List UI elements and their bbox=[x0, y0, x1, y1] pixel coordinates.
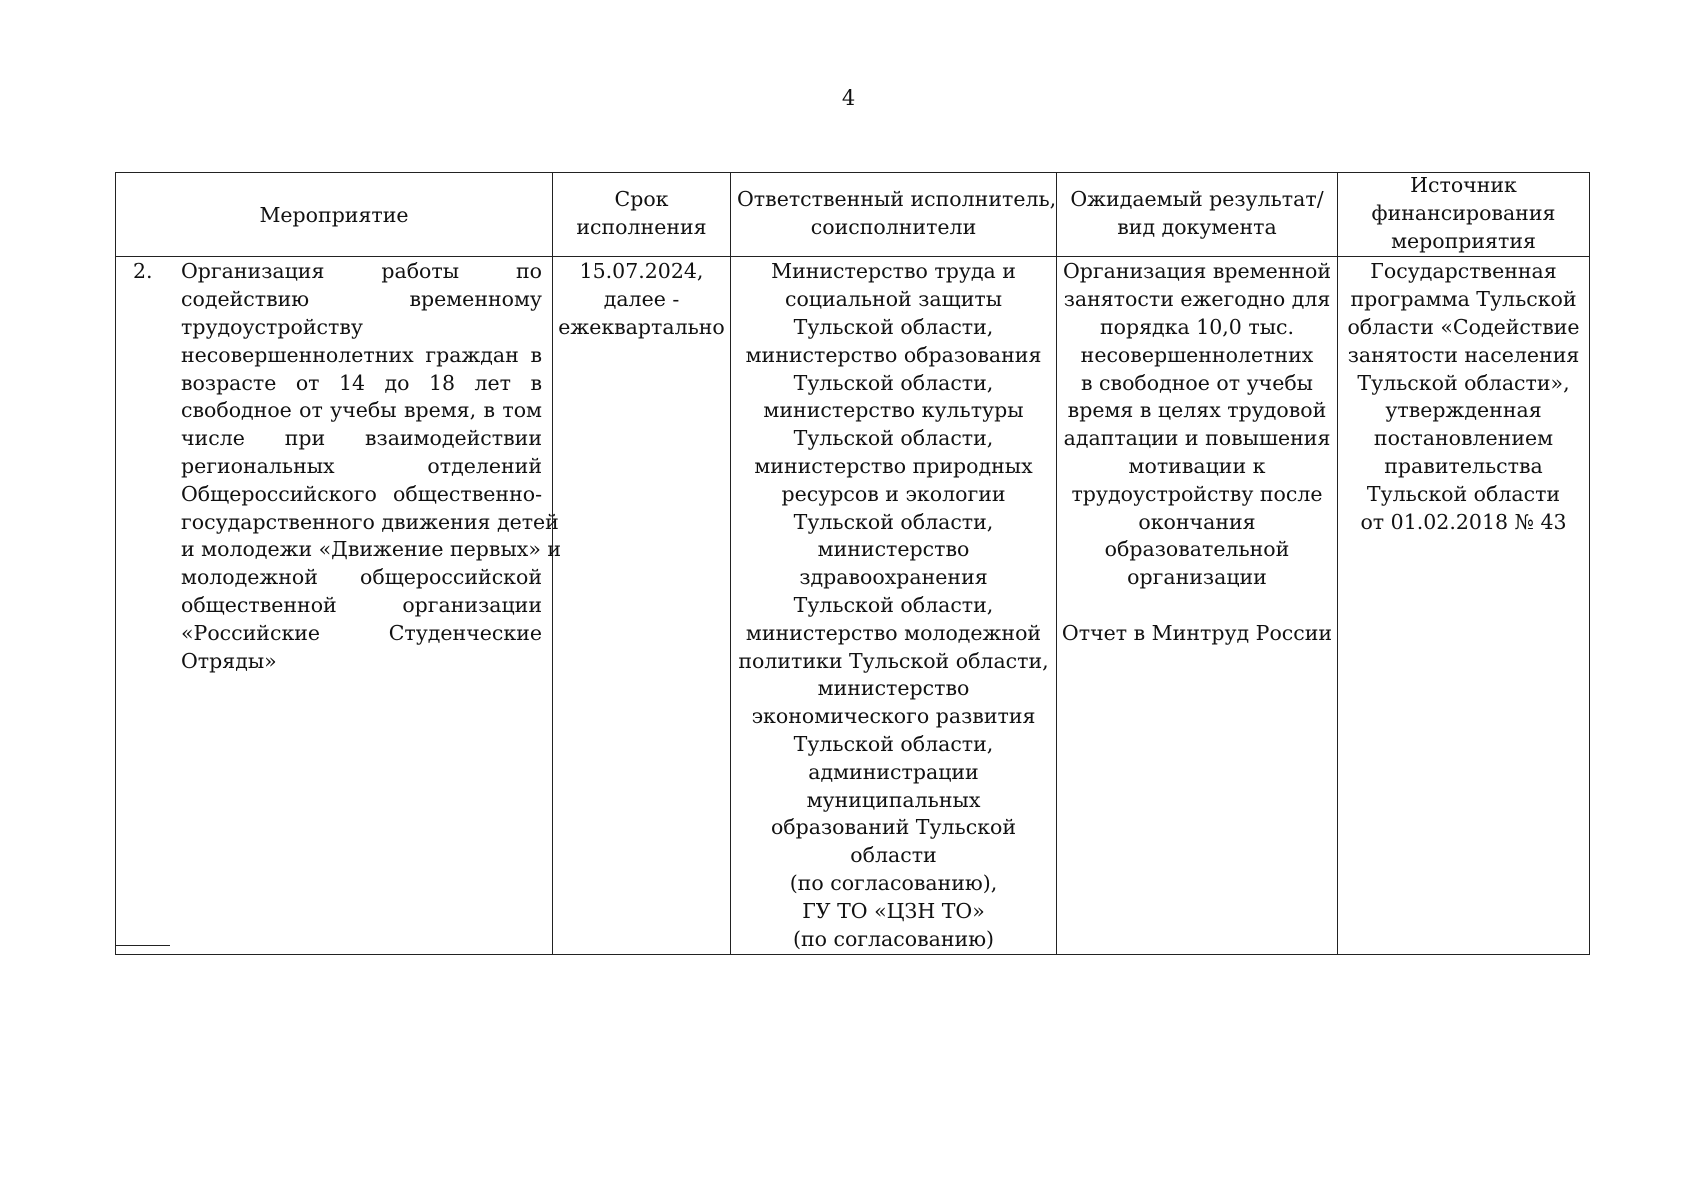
measures-table bbox=[115, 172, 1590, 955]
header-result-line: Ожидаемый результат/ bbox=[1070, 186, 1324, 211]
result-line: организации bbox=[1127, 565, 1267, 590]
event-line: возрасте от 14 до 18 лет в bbox=[181, 370, 542, 395]
header-result-line: вид документа bbox=[1117, 214, 1277, 239]
responsible-line: (по согласованию) bbox=[792, 926, 995, 951]
event-line: Организация работы по bbox=[181, 259, 542, 284]
event-line: Отряды» bbox=[181, 648, 277, 673]
source-line: области «Содействие bbox=[1347, 314, 1580, 339]
responsible-line: Тульской области, bbox=[793, 592, 994, 617]
result-blank-line bbox=[1057, 592, 1337, 620]
header-source-line: мероприятия bbox=[1391, 228, 1536, 253]
responsible-line: министерство природных bbox=[754, 453, 1033, 478]
header-term-line: исполнения bbox=[576, 214, 707, 239]
responsible-cell bbox=[731, 257, 1057, 955]
responsible-line: здравоохранения bbox=[799, 565, 988, 590]
responsible-line: муниципальных bbox=[806, 787, 981, 812]
header-event bbox=[116, 173, 553, 257]
responsible-line: социальной защиты bbox=[784, 287, 1003, 312]
responsible-line: министерство образования bbox=[745, 342, 1042, 367]
responsible-line: Тульской области, bbox=[793, 509, 994, 534]
header-responsible-line: Ответственный исполнитель, bbox=[737, 186, 1057, 211]
responsible-line: ресурсов и экологии bbox=[781, 481, 1006, 506]
responsible-line: образований Тульской bbox=[770, 815, 1017, 840]
source-line: Тульской области», bbox=[1357, 370, 1570, 395]
source-line: Тульской области bbox=[1366, 481, 1561, 506]
page-number: 4 bbox=[841, 86, 856, 110]
event-line: свободное от учебы время, в том bbox=[181, 398, 542, 423]
source-line: от 01.02.2018 № 43 bbox=[1360, 509, 1567, 534]
result-line: адаптации и повышения bbox=[1063, 426, 1331, 451]
result-line: образовательной bbox=[1104, 537, 1290, 562]
result-line: занятости ежегодно для bbox=[1063, 287, 1331, 312]
result-line: несовершеннолетних bbox=[1080, 342, 1314, 367]
term-line: ежеквартально bbox=[558, 314, 725, 339]
table-header-row bbox=[116, 173, 1590, 257]
responsible-line: Тульской области, bbox=[793, 731, 994, 756]
source-line: постановлением bbox=[1373, 426, 1554, 451]
responsible-line: Тульской области, bbox=[793, 426, 994, 451]
responsible-line: области bbox=[850, 843, 937, 868]
responsible-line: экономического развития bbox=[751, 704, 1036, 729]
responsible-line: министерство молодежной bbox=[745, 620, 1042, 645]
event-cell bbox=[116, 257, 562, 955]
header-term bbox=[553, 173, 731, 257]
event-line: региональных отделений bbox=[181, 453, 542, 478]
row-number: 2. bbox=[133, 259, 153, 284]
result-report-line: Отчет в Минтруд России bbox=[1061, 620, 1333, 645]
event-text bbox=[181, 258, 562, 675]
responsible-line: Министерство труда и bbox=[771, 259, 1016, 284]
event-line: несовершеннолетних граждан в bbox=[181, 342, 542, 367]
result-line: Организация временной bbox=[1062, 259, 1332, 284]
table-underline-mark bbox=[115, 945, 170, 946]
event-line: трудоустройству bbox=[181, 314, 363, 339]
event-line: «Российские Студенческие bbox=[181, 620, 542, 645]
term-line: 15.07.2024, bbox=[579, 259, 704, 284]
event-line: числе при взаимодействии bbox=[181, 426, 542, 451]
term-line: далее - bbox=[603, 287, 680, 312]
responsible-line: администрации bbox=[808, 759, 979, 784]
responsible-line: (по согласованию), bbox=[789, 870, 998, 895]
source-line: Государственная bbox=[1370, 259, 1557, 284]
event-line: содействию временному bbox=[181, 287, 542, 312]
event-line: молодежной общероссийской bbox=[181, 565, 542, 590]
result-line: окончания bbox=[1138, 509, 1256, 534]
responsible-line: Тульской области, bbox=[793, 314, 994, 339]
header-responsible-line: соисполнители bbox=[810, 214, 977, 239]
responsible-line: Тульской области, bbox=[793, 370, 994, 395]
header-source-line: Источник bbox=[1410, 173, 1517, 197]
source-cell bbox=[1338, 257, 1590, 955]
source-line: утвержденная bbox=[1385, 398, 1542, 423]
responsible-line: политики Тульской области, bbox=[738, 648, 1049, 673]
table-row bbox=[116, 257, 1590, 955]
result-line: трудоустройству после bbox=[1071, 481, 1323, 506]
term-cell bbox=[553, 257, 731, 955]
event-line: государственного движения детей bbox=[181, 509, 559, 534]
responsible-line: министерство bbox=[817, 537, 970, 562]
source-line: программа Тульской bbox=[1350, 287, 1577, 312]
event-line: общественной организации bbox=[181, 592, 542, 617]
responsible-line: министерство культуры bbox=[763, 398, 1024, 423]
header-responsible bbox=[731, 173, 1057, 257]
header-term-line: Срок bbox=[614, 186, 669, 211]
header-event-label: Мероприятие bbox=[259, 202, 409, 227]
result-line: время в целях трудовой bbox=[1067, 398, 1327, 423]
responsible-line: министерство bbox=[817, 676, 970, 701]
source-line: занятости населения bbox=[1347, 342, 1580, 367]
source-line: правительства bbox=[1384, 453, 1543, 478]
result-line: в свободное от учебы bbox=[1081, 370, 1313, 395]
header-source-line: финансирования bbox=[1371, 200, 1556, 225]
result-line: мотивации к bbox=[1128, 453, 1266, 478]
header-result bbox=[1057, 173, 1338, 257]
event-line: Общероссийского общественно- bbox=[181, 481, 542, 506]
responsible-line: ГУ ТО «ЦЗН ТО» bbox=[802, 898, 985, 923]
result-cell bbox=[1057, 257, 1338, 955]
event-line: и молодежи «Движение первых» и bbox=[181, 537, 562, 562]
result-line: порядка 10,0 тыс. bbox=[1099, 314, 1295, 339]
header-source bbox=[1338, 173, 1590, 257]
